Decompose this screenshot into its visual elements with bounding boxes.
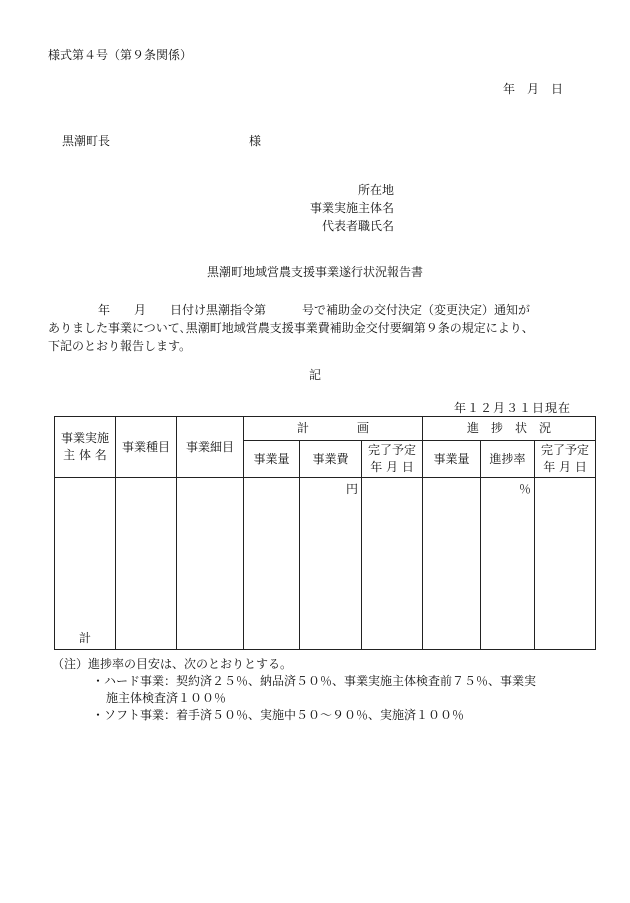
sender-representative-label: 代表者職氏名 bbox=[321, 219, 394, 233]
notes-section bbox=[52, 656, 612, 724]
cell-plan-quantity[interactable] bbox=[244, 478, 300, 650]
header-plan-cost: 事業費 bbox=[300, 441, 362, 478]
sender-address-label: 所在地 bbox=[357, 183, 394, 197]
note-line-4: ・ソフト事業：着手済５０％、実施中５０～９０％、実施済１００％ bbox=[92, 708, 465, 722]
header-plan-group: 計 画 bbox=[244, 417, 423, 441]
cell-project-detail[interactable] bbox=[177, 478, 244, 650]
header-entity-line1: 事業実施 bbox=[60, 431, 109, 445]
note-line-3: 施主体検査済１００％ bbox=[106, 691, 227, 705]
header-project-detail: 事業細目 bbox=[177, 417, 244, 478]
header-progress-completion-line2: 年 月 日 bbox=[543, 460, 587, 474]
body-paragraph bbox=[48, 301, 588, 355]
cell-progress-rate[interactable] bbox=[481, 478, 535, 650]
yen-unit: 円 bbox=[345, 482, 358, 496]
header-project-type: 事業種目 bbox=[116, 417, 177, 478]
note-line-2: ・ハード事業：契約済２５％、納品済５０％、事業実施主体検査前７５％、事業実 bbox=[92, 674, 537, 688]
cell-plan-cost[interactable] bbox=[300, 478, 362, 650]
header-progress-completion-line1: 完了予定 bbox=[541, 443, 590, 457]
header-entity-name bbox=[55, 417, 116, 478]
body-line-2: ありました事業について､黒潮町地域営農支援事業費補助金交付要綱第９条の規定により、 bbox=[48, 321, 534, 335]
cell-progress-completion[interactable] bbox=[535, 478, 596, 650]
header-progress-rate: 進捗率 bbox=[481, 441, 535, 478]
ki-heading: 記 bbox=[308, 368, 321, 382]
cell-project-type[interactable] bbox=[116, 478, 177, 650]
recipient-name: 黒潮町長 bbox=[62, 134, 111, 148]
as-of-date: 年１２月３１日現在 bbox=[454, 401, 572, 415]
header-entity-line2: 主 体 名 bbox=[63, 448, 107, 462]
header-plan-completion-line1: 完了予定 bbox=[368, 443, 417, 457]
sender-entity-label: 事業実施主体名 bbox=[309, 201, 394, 215]
document-title: 黒潮町地域営農支援事業遂行状況報告書 bbox=[206, 265, 423, 279]
header-plan-completion bbox=[362, 441, 423, 478]
header-progress-quantity: 事業量 bbox=[423, 441, 481, 478]
header-progress-group: 進 捗 状 況 bbox=[423, 417, 596, 441]
header-progress-completion bbox=[535, 441, 596, 478]
progress-report-table bbox=[54, 416, 596, 650]
body-line-3: 下記のとおり報告します。 bbox=[48, 339, 192, 353]
cell-progress-quantity[interactable] bbox=[423, 478, 481, 650]
cell-plan-completion[interactable] bbox=[362, 478, 423, 650]
form-number-label: 様式第４号（第９条関係） bbox=[48, 48, 193, 62]
header-plan-quantity: 事業量 bbox=[244, 441, 300, 478]
total-label: 計 bbox=[79, 630, 92, 645]
note-line-1: （注）進捗率の目安は、次のとおりとする。 bbox=[52, 657, 293, 671]
report-date-line: 年 月 日 bbox=[503, 82, 564, 96]
header-plan-completion-line2: 年 月 日 bbox=[370, 460, 414, 474]
cell-entity-name[interactable] bbox=[55, 478, 116, 650]
body-line-1: 年 月 日付け黒潮指令第 号で補助金の交付決定（変更決定）通知が bbox=[98, 303, 531, 317]
recipient-honorific: 様 bbox=[249, 134, 262, 148]
percent-unit: ％ bbox=[519, 482, 532, 496]
